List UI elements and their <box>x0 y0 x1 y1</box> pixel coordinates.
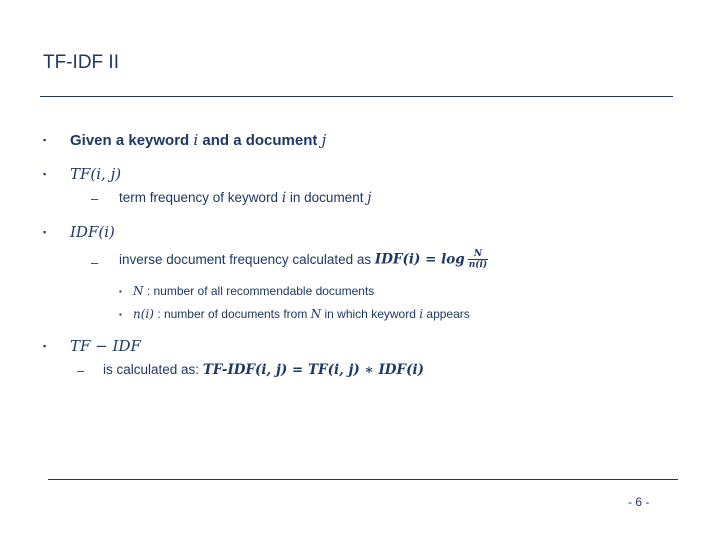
var-N: N <box>133 284 144 298</box>
def-n-i <box>133 307 470 321</box>
formula-tf: TF(i, j) <box>70 165 122 183</box>
bullet-marker: ▪ <box>43 227 47 237</box>
var-n-i: n(i) <box>133 307 154 321</box>
idf-description <box>119 249 488 270</box>
var-N: N <box>310 307 322 321</box>
bullet-marker: ▪ <box>43 135 47 145</box>
var-i: i <box>419 307 424 321</box>
formula-idf: IDF(i) <box>70 223 115 241</box>
def-N <box>133 284 374 298</box>
fraction-numerator: N <box>468 249 488 260</box>
text: inverse document frequency calculated as <box>119 252 375 267</box>
title-divider <box>40 96 673 97</box>
text: : number of documents from <box>153 307 311 321</box>
var-j: j <box>321 131 327 149</box>
text: in which keyword <box>321 307 420 321</box>
bullet-marker: ▪ <box>119 287 122 296</box>
bullet-marker: ▪ <box>43 341 47 351</box>
text: : number of all recommendable documents <box>143 284 375 298</box>
text: is calculated as: <box>103 362 203 377</box>
tf-idf-formula: TF-IDF(i, j) = TF(i, j) ∗ IDF(i) <box>202 362 425 378</box>
text: term frequency of keyword <box>119 190 282 205</box>
fraction-denominator: n(i) <box>468 260 488 270</box>
dash-marker: – <box>77 363 85 378</box>
tf-description <box>119 190 371 206</box>
text: in document <box>286 190 368 205</box>
fraction <box>468 249 488 270</box>
bullet-given-keyword <box>70 131 326 149</box>
text: appears <box>423 307 470 321</box>
slide-title: TF-IDF II <box>43 52 119 73</box>
idf-formula: IDF(i) = log <box>374 251 465 268</box>
tf-idf-calculation <box>103 362 424 378</box>
var-i: i <box>193 131 199 149</box>
formula-tf-idf: TF − IDF <box>70 337 141 355</box>
bullet-marker: ▪ <box>119 310 122 319</box>
var-j: j <box>367 190 372 206</box>
text: Given a keyword <box>70 132 194 149</box>
bullet-marker: ▪ <box>43 169 47 179</box>
page-number: - 6 - <box>628 495 650 509</box>
footer-divider <box>48 479 678 480</box>
var-i: i <box>281 190 287 206</box>
dash-marker: – <box>91 191 99 206</box>
dash-marker: – <box>91 255 99 270</box>
text: and a document <box>198 132 322 149</box>
